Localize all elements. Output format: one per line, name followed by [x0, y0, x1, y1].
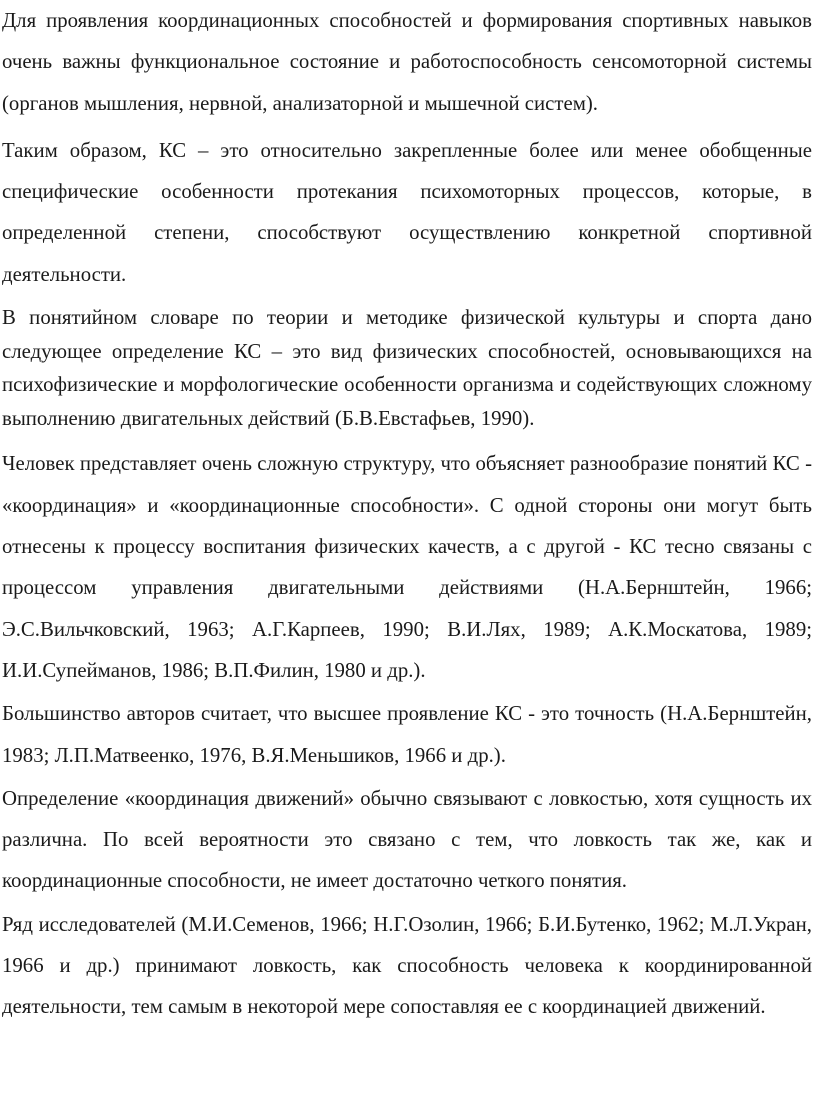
paragraph-6: Определение «координация движений» обычно связывают с ловкостью, хотя сущность их различна. По всей вероятности это связано с тем, что ловкость так же, как и координационные способности, не имеет достаточно четкого понятия.: [2, 786, 812, 893]
paragraph-7: Ряд исследователей (М.И.Семенов, 1966; Н.Г.Озолин, 1966; Б.И.Бутенко, 1962; М.Л.Укран, 1966 и др.) принимают ловкость, как способность человека к координированной деятельности, тем самым в некоторой мере сопоставляя ее с координацией движений.: [2, 912, 812, 1019]
paragraph-1: Для проявления координационных способностей и формирования спортивных навыков очень важны функциональное состояние и работоспособность сенсомоторной системы (органов мышления, нервной, анализаторной и мышечной систем).: [2, 9, 812, 115]
paragraph-3: В понятийном словаре по теории и методике физической культуры и спорта дано следующее определение КС – это вид физических способностей, основывающихся на психофизические и морфологические особенности организма и содействующих сложному выполнению двигательных действий (Б.В.Евстафьев, 1990).: [2, 306, 812, 430]
paragraph-5: Большинство авторов считает, что высшее проявление КС - это точность (Н.А.Бернштейн, 1983; Л.П.Матвеенко, 1976, В.Я.Меньшиков, 1966 и др.).: [2, 702, 812, 767]
paragraph-4: Человек представляет очень сложную структуру, что объясняет разнообразие понятий КС - «координация» и «координационные способности». С одной стороны они могут быть отнесены к процессу воспитания физических качеств, а с другой - КС тесно связаны с процессом управления двигательными действиями (Н.А.Бернштейн, 1966; Э.С.Вильчковский, 1963; А.Г.Карпеев, 1990; В.И.Лях, 1989; А.К.Москатова, 1989; И.И.Супейманов, 1986; В.П.Филин, 1980 и др.).: [2, 452, 812, 682]
paragraph-2: Таким образом, КС – это относительно закрепленные более или менее обобщенные специфические особенности протекания психомоторных процессов, которые, в определенной степени, способствуют осуществлению конкретной спортивной деятельности.: [2, 138, 812, 286]
